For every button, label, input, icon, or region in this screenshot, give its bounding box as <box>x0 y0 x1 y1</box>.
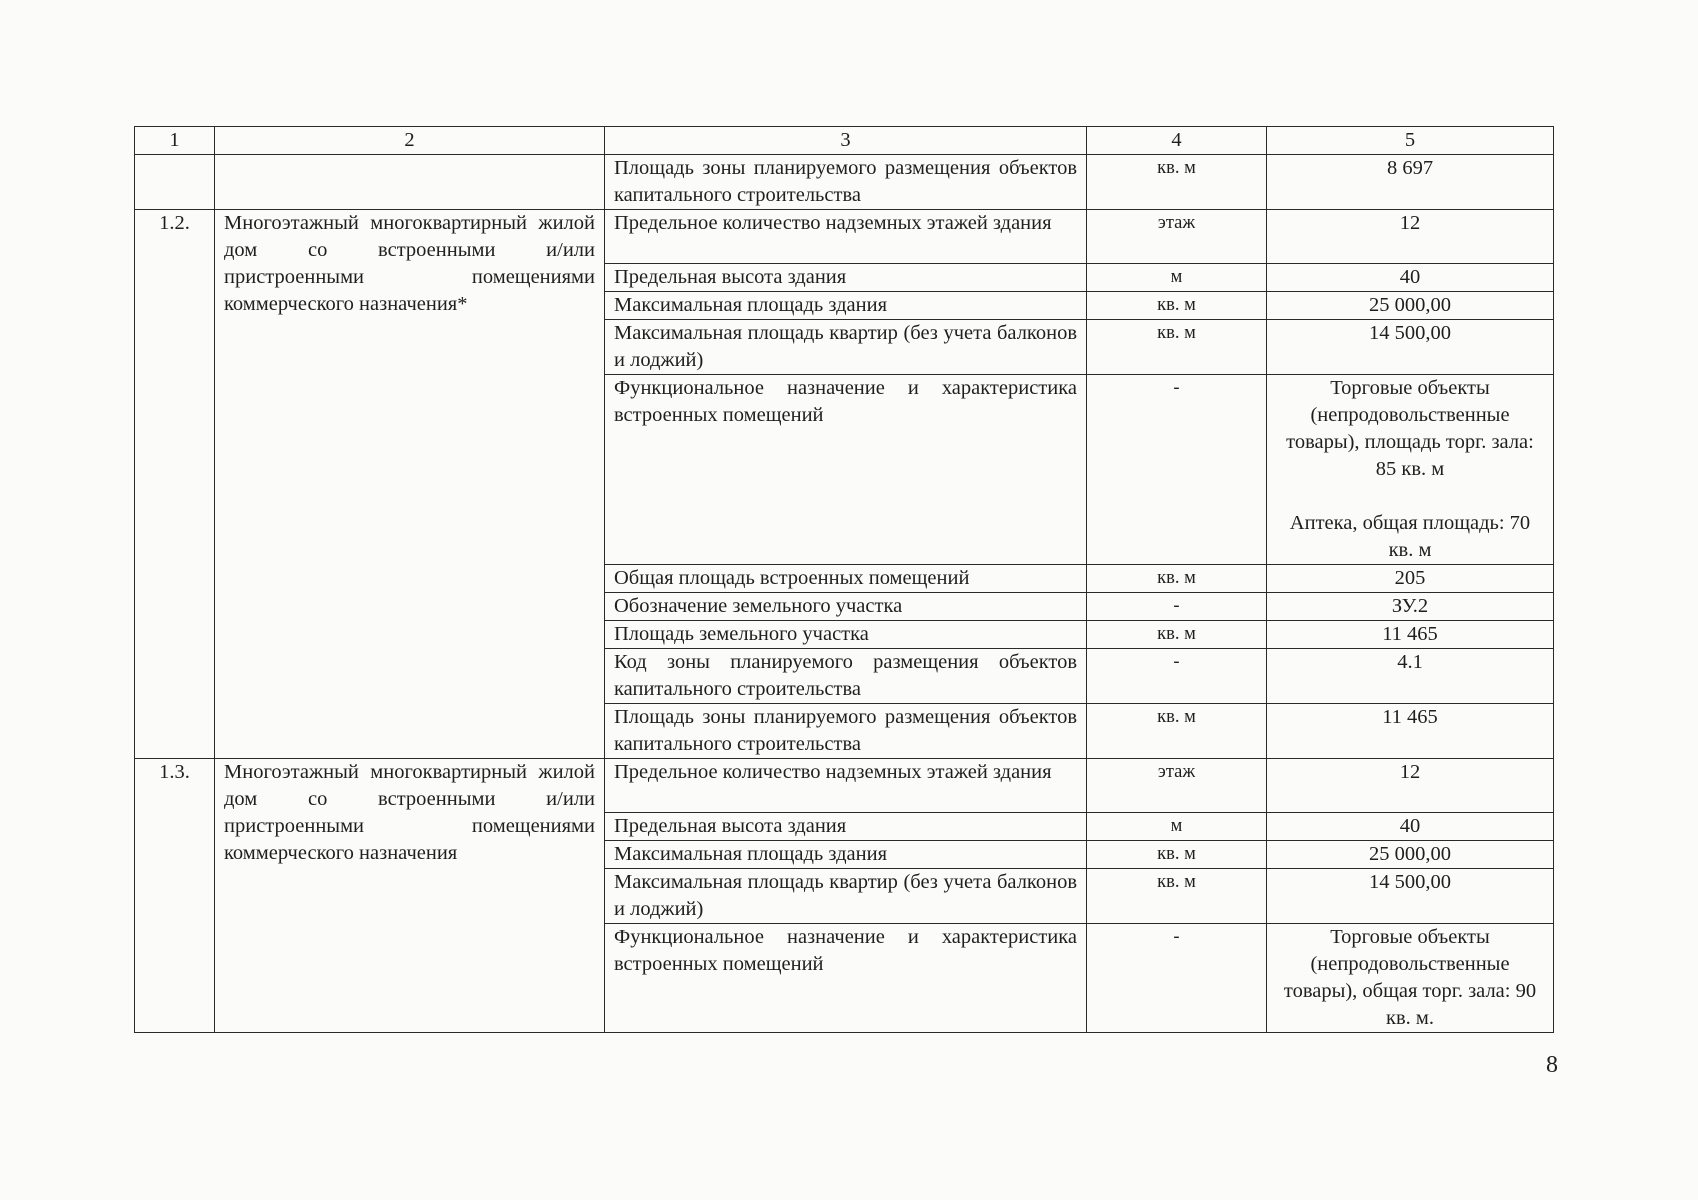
object-name-line: коммерческого назначения* <box>224 293 468 315</box>
param-name: Максимальная площадь здания <box>605 841 1087 869</box>
param-value: Торговые объекты (непродовольственные товары), общая торг. зала: 90 кв. м. <box>1267 924 1554 1033</box>
param-name: Предельное количество надземных этажей здания <box>605 210 1087 264</box>
page-number: 8 <box>1546 1052 1558 1078</box>
param-value-cell <box>1267 375 1554 565</box>
param-name: Обозначение земельного участка <box>605 593 1087 621</box>
param-unit: кв. м <box>1087 621 1267 649</box>
column-header-2: 2 <box>215 127 605 155</box>
param-name: Предельная высота здания <box>605 813 1087 841</box>
param-name: Общая площадь встроенных помещений <box>605 565 1087 593</box>
parameters-table <box>134 126 1554 1033</box>
param-unit: кв. м <box>1087 869 1267 924</box>
param-value: 11 465 <box>1267 704 1554 759</box>
object-name-line: пристроенными помещениями <box>224 266 595 288</box>
param-name: Максимальная площадь квартир (без учета балконов и лоджий) <box>605 869 1087 924</box>
column-header-5: 5 <box>1267 127 1554 155</box>
param-value: 12 <box>1267 759 1554 813</box>
object-name-line: Многоэтажный многоквартирный <box>224 212 527 234</box>
param-name: Площадь зоны планируемого размещения объектов капитального строительства <box>605 704 1087 759</box>
param-value: ЗУ.2 <box>1267 593 1554 621</box>
param-value: 4.1 <box>1267 649 1554 704</box>
param-unit: - <box>1087 924 1267 1033</box>
param-value: 14 500,00 <box>1267 320 1554 375</box>
param-unit: - <box>1087 649 1267 704</box>
param-unit: м <box>1087 264 1267 292</box>
object-name-cell <box>215 155 605 210</box>
object-name-line: пристроенными помещениями <box>224 815 595 837</box>
param-value: 14 500,00 <box>1267 869 1554 924</box>
param-name: Максимальная площадь квартир (без учета балконов и лоджий) <box>605 320 1087 375</box>
param-unit: кв. м <box>1087 565 1267 593</box>
object-name <box>215 210 605 759</box>
param-unit: м <box>1087 813 1267 841</box>
param-unit: кв. м <box>1087 155 1267 210</box>
table-row <box>135 155 1554 210</box>
object-name-line: коммерческого назначения <box>224 842 458 864</box>
column-header-3: 3 <box>605 127 1087 155</box>
param-name: Предельное количество надземных этажей здания <box>605 759 1087 813</box>
object-name-line: жилой дом со встроенными и/или <box>224 761 596 810</box>
param-unit: кв. м <box>1087 292 1267 320</box>
param-name: Функциональное назначение и характеристика встроенных помещений <box>605 924 1087 1033</box>
object-name <box>215 759 605 1033</box>
object-name-line: жилой дом со встроенными и/или <box>224 212 596 261</box>
param-unit: этаж <box>1087 210 1267 264</box>
table-row <box>135 759 1554 813</box>
param-unit: кв. м <box>1087 320 1267 375</box>
object-name-line: Многоэтажный многоквартирный <box>224 761 527 783</box>
row-number-cell <box>135 155 215 210</box>
row-number: 1.2. <box>135 210 215 759</box>
param-unit: кв. м <box>1087 704 1267 759</box>
param-name: Предельная высота здания <box>605 264 1087 292</box>
header-row <box>135 127 1554 155</box>
param-value: 25 000,00 <box>1267 292 1554 320</box>
param-value: 40 <box>1267 813 1554 841</box>
param-value: Торговые объекты (непродовольственные товары), площадь торг. зала: 85 кв. м <box>1286 377 1534 480</box>
table-row <box>135 210 1554 264</box>
param-name: Максимальная площадь здания <box>605 292 1087 320</box>
param-value: 205 <box>1267 565 1554 593</box>
param-unit: кв. м <box>1087 841 1267 869</box>
param-value: 12 <box>1267 210 1554 264</box>
param-value: 8 697 <box>1267 155 1554 210</box>
param-value: 25 000,00 <box>1267 841 1554 869</box>
column-header-1: 1 <box>135 127 215 155</box>
param-value-extra: Аптека, общая площадь: 70 кв. м <box>1289 512 1531 561</box>
column-header-4: 4 <box>1087 127 1267 155</box>
param-name: Функциональное назначение и характеристика встроенных помещений <box>605 375 1087 565</box>
param-unit: - <box>1087 593 1267 621</box>
param-value: 40 <box>1267 264 1554 292</box>
param-value: 11 465 <box>1267 621 1554 649</box>
param-unit: этаж <box>1087 759 1267 813</box>
param-name: Код зоны планируемого размещения объектов капитального строительства <box>605 649 1087 704</box>
row-number: 1.3. <box>135 759 215 1033</box>
param-unit: - <box>1087 375 1267 565</box>
param-name: Площадь зоны планируемого размещения объектов капитального строительства <box>605 155 1087 210</box>
param-name: Площадь земельного участка <box>605 621 1087 649</box>
